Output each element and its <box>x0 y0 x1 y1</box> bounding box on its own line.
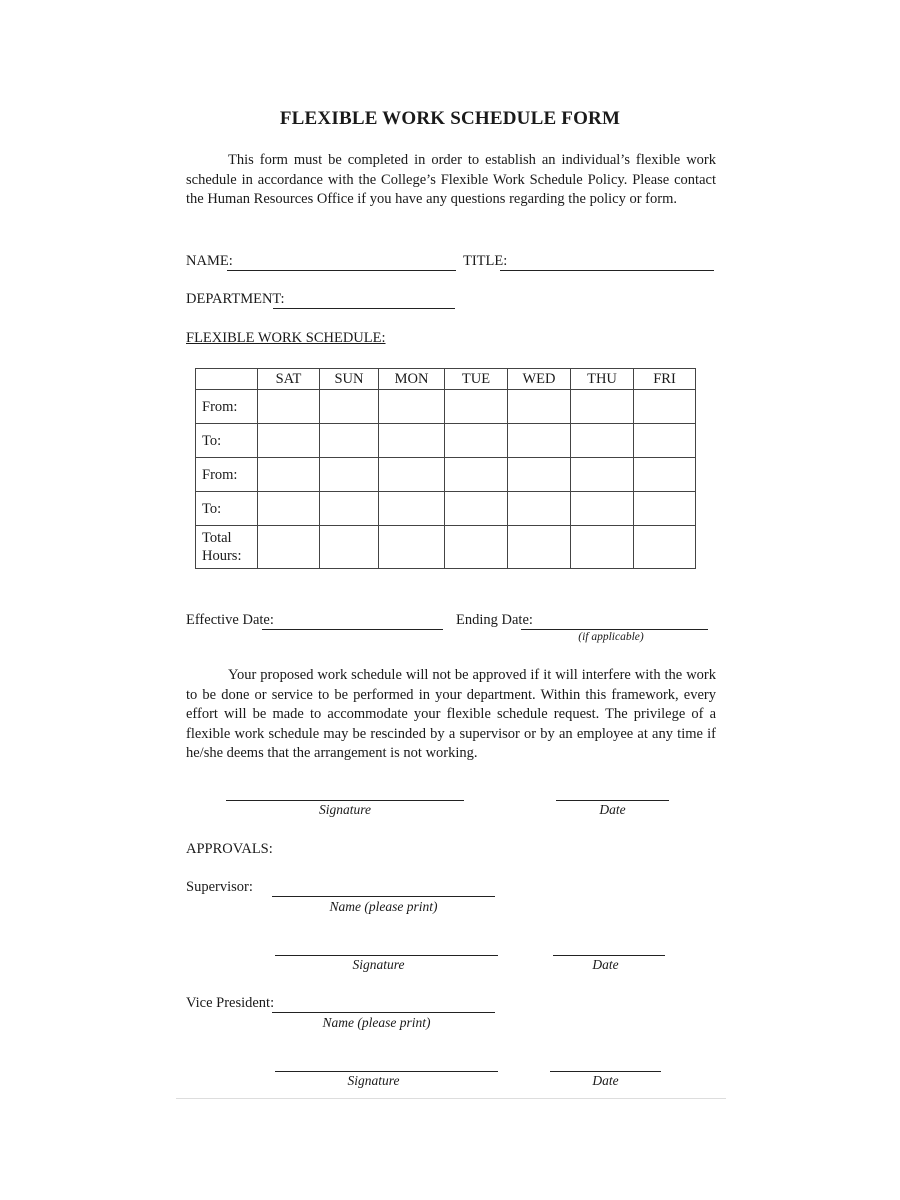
row-label: From: <box>196 458 258 492</box>
title-label: TITLE: <box>463 253 508 269</box>
time-cell[interactable] <box>379 492 445 526</box>
time-cell[interactable] <box>379 526 445 569</box>
time-cell[interactable] <box>320 390 379 424</box>
department-field[interactable] <box>273 308 455 309</box>
policy-paragraph: Your proposed work schedule will not be approved if it will interfere with the work to be done or service to be performed in your department. Within this framework, every effort will be made to accommodate your flexible schedule request. The privilege of a flexible work schedule may be rescinded by a supervisor or by an employee at any time if he/she deems that the arrangement is not working. <box>186 667 716 761</box>
name-label: NAME: <box>186 253 233 269</box>
schedule-header-row <box>196 369 696 390</box>
day-header: THU <box>571 369 634 390</box>
effective-date-field[interactable] <box>262 629 443 630</box>
time-cell[interactable] <box>508 492 571 526</box>
time-cell[interactable] <box>634 424 696 458</box>
time-cell[interactable] <box>379 424 445 458</box>
time-cell[interactable] <box>571 390 634 424</box>
supervisor-date-line[interactable] <box>553 955 665 956</box>
time-cell[interactable] <box>634 492 696 526</box>
time-cell[interactable] <box>508 458 571 492</box>
time-cell[interactable] <box>258 526 320 569</box>
time-cell[interactable] <box>634 390 696 424</box>
time-cell[interactable] <box>258 458 320 492</box>
schedule-row <box>196 492 696 526</box>
department-label: DEPARTMENT: <box>186 291 285 307</box>
day-header: FRI <box>634 369 696 390</box>
vice-president-date-line[interactable] <box>550 1071 661 1072</box>
time-cell[interactable] <box>571 526 634 569</box>
employee-signature-line[interactable] <box>226 800 464 801</box>
time-cell[interactable] <box>445 424 508 458</box>
time-cell[interactable] <box>571 458 634 492</box>
time-cell[interactable] <box>445 390 508 424</box>
time-cell[interactable] <box>258 390 320 424</box>
time-cell[interactable] <box>445 458 508 492</box>
page-bottom-rule <box>176 1098 726 1099</box>
name-field[interactable] <box>227 270 456 271</box>
employee-signature-caption: Signature <box>319 802 371 817</box>
approvals-heading: APPROVALS: <box>186 841 273 857</box>
supervisor-name-caption: Name (please print) <box>329 899 438 914</box>
row-label: To: <box>196 424 258 458</box>
ending-date-label: Ending Date: <box>456 612 533 628</box>
time-cell[interactable] <box>634 526 696 569</box>
vice-president-name-line[interactable] <box>272 1012 495 1013</box>
vice-president-date-caption: Date <box>592 1073 619 1088</box>
employee-date-caption: Date <box>599 802 626 817</box>
day-header: MON <box>379 369 445 390</box>
time-cell[interactable] <box>445 492 508 526</box>
schedule-row <box>196 526 696 569</box>
row-label: To: <box>196 492 258 526</box>
row-label: From: <box>196 390 258 424</box>
time-cell[interactable] <box>320 458 379 492</box>
title-field[interactable] <box>500 270 714 271</box>
time-cell[interactable] <box>508 526 571 569</box>
time-cell[interactable] <box>508 390 571 424</box>
schedule-heading: FLEXIBLE WORK SCHEDULE: <box>186 330 386 346</box>
time-cell[interactable] <box>571 424 634 458</box>
supervisor-signature-caption: Signature <box>352 957 405 972</box>
effective-date-label: Effective Date: <box>186 612 274 628</box>
day-header: WED <box>508 369 571 390</box>
ending-date-field[interactable] <box>521 629 708 630</box>
time-cell[interactable] <box>258 492 320 526</box>
schedule-table <box>195 368 696 569</box>
supervisor-name-line[interactable] <box>272 896 495 897</box>
vice-president-label: Vice President: <box>186 995 275 1011</box>
vice-president-signature-caption: Signature <box>347 1073 400 1088</box>
supervisor-signature-line[interactable] <box>275 955 498 956</box>
corner-cell <box>196 369 258 390</box>
day-header: TUE <box>445 369 508 390</box>
time-cell[interactable] <box>320 424 379 458</box>
employee-date-line[interactable] <box>556 800 669 801</box>
schedule-row <box>196 458 696 492</box>
time-cell[interactable] <box>379 390 445 424</box>
intro-paragraph: This form must be completed in order to establish an individual’s flexible work schedule in accordance with the College’s Flexible Work Schedule Policy. Please contact the Human Resources Office if you have any questions regarding the policy or form. <box>186 152 716 207</box>
time-cell[interactable] <box>258 424 320 458</box>
time-cell[interactable] <box>634 458 696 492</box>
time-cell[interactable] <box>379 458 445 492</box>
schedule-row <box>196 390 696 424</box>
form-title: FLEXIBLE WORK SCHEDULE FORM <box>279 108 621 129</box>
day-header: SAT <box>258 369 320 390</box>
schedule-row <box>196 424 696 458</box>
time-cell[interactable] <box>320 492 379 526</box>
time-cell[interactable] <box>320 526 379 569</box>
day-header: SUN <box>320 369 379 390</box>
supervisor-label: Supervisor: <box>186 879 253 895</box>
time-cell[interactable] <box>571 492 634 526</box>
time-cell[interactable] <box>445 526 508 569</box>
ending-date-note: (if applicable) <box>578 631 644 643</box>
supervisor-date-caption: Date <box>592 957 619 972</box>
vice-president-signature-line[interactable] <box>275 1071 498 1072</box>
row-label: Total Hours: <box>196 526 258 569</box>
time-cell[interactable] <box>508 424 571 458</box>
vice-president-name-caption: Name (please print) <box>322 1015 431 1030</box>
